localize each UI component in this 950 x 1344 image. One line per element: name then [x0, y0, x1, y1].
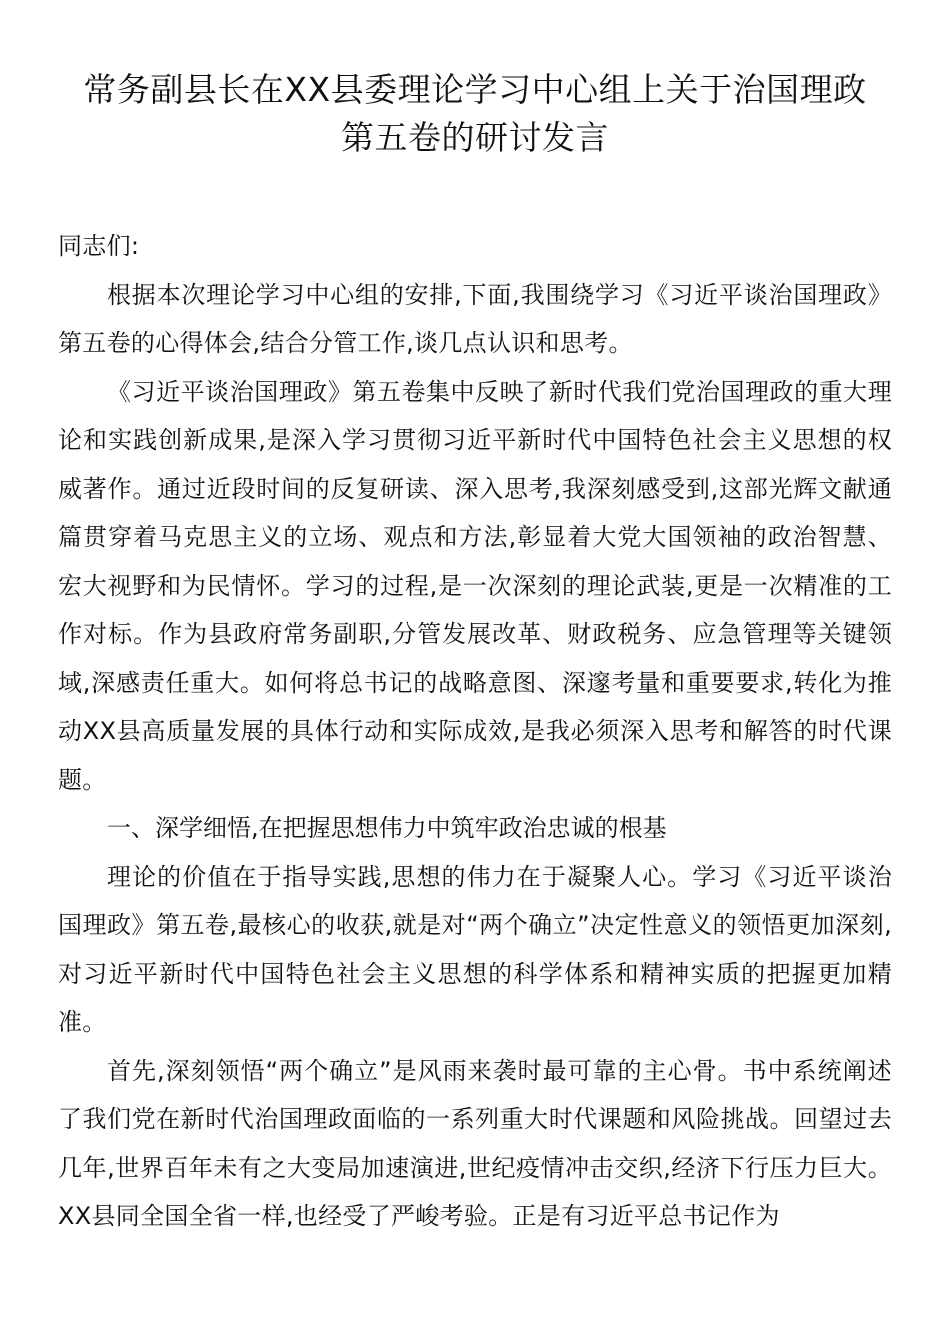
section-heading-one: 一、深学细悟,在把握思想伟力中筑牢政治忠诚的根基 [107, 814, 667, 842]
title-line-1: 常务副县长在XX县委理论学习中心组上关于治国理政 [83, 70, 867, 109]
title-line-2: 第五卷的研讨发言 [341, 118, 609, 157]
document-title [40, 66, 910, 162]
paragraph-section-one-b: 首先,深刻领悟“两个确立”是风雨来袭时最可靠的主心骨。书中系统阐述了我们党在新时代治国理政面临的一系列重大时代课题和风险挑战。回望过去几年,世界百年未有之大变局加速演进,世纪疫情冲击交织,经济下行压力巨大。XX县同全国全省一样,也经受了严峻考验。正是有习近平总书记作为 [58, 1056, 892, 1230]
paragraph-intro: 根据本次理论学习中心组的安排,下面,我围绕学习《习近平谈治国理政》第五卷的心得体会,结合分管工作,谈几点认识和思考。 [58, 280, 892, 357]
paragraph-overview: 《习近平谈治国理政》第五卷集中反映了新时代我们党治国理政的重大理论和实践创新成果,是深入学习贯彻习近平新时代中国特色社会主义思想的权威著作。通过近段时间的反复研读、深入思考,我深刻感受到,这部光辉文献通篇贯穿着马克思主义的立场、观点和方法,彰显着大党大国领袖的政治智慧、宏大视野和为民情怀。学习的过程,是一次深刻的理论武装,更是一次精准的工作对标。作为县政府常务副职,分管发展改革、财政税务、应急管理等关键领域,深感责任重大。如何将总书记的战略意图、深邃考量和重要要求,转化为推动XX县高质量发展的具体行动和实际成效,是我必须深入思考和解答的时代课题。 [58, 377, 892, 794]
salutation: 同志们: [58, 232, 140, 260]
paragraph-section-one-a: 理论的价值在于指导实践,思想的伟力在于凝聚人心。学习《习近平谈治国理政》第五卷,最核心的收获,就是对“两个确立”决定性意义的领悟更加深刻,对习近平新时代中国特色社会主义思想的科学体系和精神实质的把握更加精准。 [58, 862, 892, 1036]
document-body [58, 222, 892, 1241]
